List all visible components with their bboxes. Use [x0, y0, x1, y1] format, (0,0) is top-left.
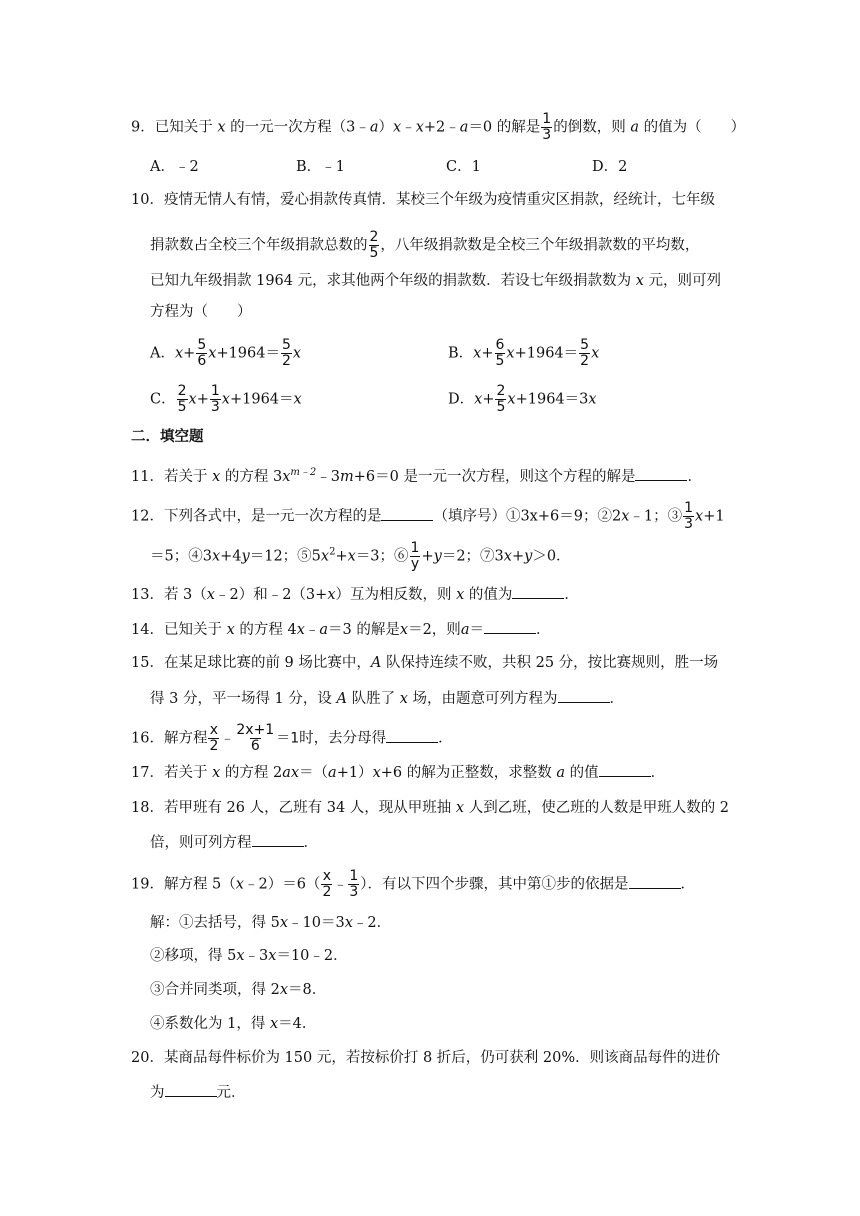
text: ＝8． — [288, 982, 327, 998]
text: + — [183, 345, 196, 362]
frac-num: 5 — [580, 337, 590, 353]
text: 队保持连续不败，共积 25 分，按比赛规则，胜一场 — [386, 655, 719, 671]
question-17 — [131, 762, 665, 784]
option-label: B． — [448, 345, 474, 362]
question-19 — [131, 869, 695, 900]
text: ﹣3 — [316, 468, 340, 485]
text: +6 的解为正整数，求整数 — [380, 765, 552, 781]
q10-option-b[interactable] — [448, 338, 599, 369]
var-x: x — [474, 391, 483, 408]
option-label: C． — [150, 391, 176, 408]
text: ． — [609, 691, 624, 707]
text: + — [196, 391, 209, 408]
text: ﹣1；③ — [629, 508, 683, 525]
var-a: a — [328, 765, 337, 781]
var-x: x — [211, 548, 221, 565]
text: 人到乙班，使乙班的人数是甲班人数的 2 — [468, 800, 730, 816]
fraction-5-2 — [579, 338, 590, 369]
question-18-line2 — [150, 832, 318, 854]
var-x: x — [456, 587, 465, 603]
answer-blank[interactable] — [165, 1082, 217, 1097]
question-number: 10． — [131, 192, 164, 208]
text: ＝3；⑥ — [355, 548, 409, 565]
var-x: x — [621, 508, 630, 525]
frac-num: 1 — [210, 383, 220, 399]
text: +1964＝ — [229, 391, 294, 408]
text: 已知关于 — [163, 622, 222, 638]
var-x: x — [506, 345, 515, 362]
var-a: a — [459, 119, 469, 136]
text: ． — [564, 587, 579, 603]
frac-num: 2 — [496, 383, 506, 399]
frac-num: 1 — [684, 500, 694, 516]
var-x: x — [347, 548, 356, 565]
text: ＝ — [469, 622, 484, 638]
text: ． — [680, 876, 696, 893]
text: ＝12；⑤5 — [249, 548, 321, 565]
fraction-x-2 — [321, 869, 332, 900]
question-number: 13． — [131, 587, 164, 603]
var-x: x — [473, 345, 482, 362]
frac-den: 6 — [197, 353, 207, 369]
frac-den: y — [410, 556, 420, 572]
question-number: 11． — [131, 468, 164, 485]
answer-blank[interactable] — [252, 832, 304, 847]
text: +2﹣ — [423, 119, 460, 136]
var-x: x — [235, 876, 244, 893]
frac-num: 1 — [410, 540, 420, 556]
var-x: x — [212, 468, 221, 485]
text: 已知九年级捐款 1964 元，求其他两个年级的捐款数．若设七年级捐款数为 — [150, 273, 632, 289]
question-20-line2 — [150, 1082, 246, 1104]
text: 捐款数占全校三个年级捐款总数的 — [150, 237, 368, 254]
var-a: a — [460, 622, 470, 638]
frac-num: 2 — [177, 383, 187, 399]
frac-den: 2 — [580, 353, 590, 369]
q10-option-a[interactable] — [150, 338, 301, 369]
var-ax: ax — [282, 765, 300, 781]
fraction-2-5 — [177, 384, 188, 415]
question-number: 18． — [131, 800, 164, 816]
var-y: y — [524, 548, 533, 565]
section-heading: 二．填空题 — [131, 429, 204, 445]
fraction-5-6 — [196, 338, 207, 369]
text: ． — [303, 835, 318, 851]
text: 疫情无情人有情，爱心捐款传真情．某校三个年级为疫情重灾区捐款，经统计，七年级 — [163, 192, 715, 208]
text: ，八年级捐款数是全校三个年级捐款数的平均数， — [380, 237, 700, 254]
answer-blank[interactable] — [629, 874, 681, 889]
q10-option-c[interactable] — [150, 384, 302, 415]
text: 队胜了 — [351, 691, 396, 707]
text: +4 — [220, 548, 242, 565]
q9-option-b[interactable]: B．﹣1 — [296, 159, 345, 175]
question-11 — [131, 462, 702, 488]
question-number: 16． — [131, 730, 164, 747]
text: ＝4． — [278, 1016, 317, 1032]
question-18-line1 — [131, 797, 729, 819]
question-14 — [131, 619, 550, 641]
text: ． — [650, 765, 666, 781]
question-16 — [131, 723, 453, 754]
question-9 — [131, 112, 745, 143]
text: +1964＝ — [514, 345, 579, 362]
fraction-2-5 — [369, 230, 380, 261]
question-13 — [131, 584, 579, 606]
var-a: a — [630, 119, 639, 136]
text: ③合并同类项，得 2 — [150, 982, 280, 998]
var-x: x — [236, 948, 245, 964]
text: ﹣ — [401, 119, 416, 136]
text: +1964＝ — [216, 345, 280, 362]
var-x: x — [507, 391, 516, 408]
fraction-5-2 — [281, 338, 292, 369]
frac-num: 2x+1 — [236, 722, 275, 738]
frac-num: 1 — [349, 868, 359, 884]
text: 的方程 4 — [239, 622, 297, 638]
q9-option-c[interactable]: C．1 — [446, 159, 481, 175]
text: ＝（ — [299, 765, 329, 781]
exponent: m﹣2 — [290, 467, 317, 478]
frac-den: 3 — [349, 884, 359, 900]
var-x: x — [174, 345, 184, 362]
var-x: x — [212, 765, 221, 781]
answer-blank[interactable] — [635, 466, 687, 481]
question-number: 19． — [131, 876, 164, 893]
text: +1） — [336, 765, 373, 781]
text: ＞0． — [532, 548, 571, 565]
var-y: y — [241, 548, 250, 565]
text: ﹣3 — [244, 948, 269, 964]
var-a: a — [556, 765, 565, 781]
question-10-line3 — [150, 270, 721, 292]
text: ﹣ — [220, 730, 235, 747]
var-x: x — [208, 345, 217, 362]
var-x: x — [268, 948, 277, 964]
frac-den: 2 — [209, 738, 219, 754]
fraction-1-3 — [348, 869, 359, 900]
var-x: x — [282, 468, 291, 485]
frac-num: x — [209, 722, 219, 738]
var-y: y — [433, 548, 442, 565]
text: 的方程 2 — [224, 765, 283, 781]
frac-den: 6 — [250, 738, 260, 754]
fraction-6-5 — [495, 338, 506, 369]
question-12-line1 — [131, 501, 725, 532]
text: + — [481, 345, 494, 362]
q10-option-d[interactable] — [448, 384, 597, 415]
text: ﹣10＝3 — [288, 915, 345, 931]
text: 元． — [216, 1085, 246, 1101]
q19-step-4 — [150, 1013, 316, 1035]
fraction-2x1-6 — [235, 723, 275, 754]
frac-den: 5 — [177, 399, 187, 415]
fraction-x-2 — [208, 723, 219, 754]
text: ） — [378, 119, 394, 136]
fraction-1-y — [410, 541, 421, 572]
question-20-line1 — [131, 1047, 720, 1069]
var-x: x — [344, 915, 353, 931]
text: +1 — [703, 508, 725, 525]
question-15-line2 — [150, 688, 624, 710]
var-x: x — [635, 273, 644, 289]
option-label: A． — [150, 345, 175, 362]
text: 时，去分母得 — [299, 730, 387, 747]
answer-blank[interactable] — [599, 762, 651, 777]
var-x: x — [221, 391, 230, 408]
question-number: 14． — [131, 622, 164, 638]
var-A: A — [336, 691, 347, 707]
frac-den: 3 — [210, 399, 220, 415]
text: 解方程 — [163, 730, 208, 747]
text: ． — [438, 730, 453, 747]
var-x: x — [226, 622, 235, 638]
frac-num: x — [322, 868, 332, 884]
text: 为 — [150, 1085, 165, 1101]
var-x: x — [399, 691, 408, 707]
q19-step-3 — [150, 979, 326, 1001]
text: ﹣ — [304, 622, 320, 638]
text: ）互为相反数，则 — [335, 587, 452, 603]
text: ＝10﹣2． — [276, 948, 348, 964]
var-x: x — [279, 982, 289, 998]
question-15-line1 — [131, 652, 718, 674]
option-label: D． — [448, 391, 475, 408]
text: 的值 — [569, 765, 599, 781]
frac-num: 5 — [282, 337, 291, 353]
text: 若甲班有 26 人，乙班有 34 人，现从甲班抽 — [163, 800, 452, 816]
answer-blank[interactable] — [381, 506, 433, 521]
var-x: x — [695, 508, 704, 525]
text: 倍，则可列方程 — [150, 835, 252, 851]
answer-blank[interactable] — [386, 728, 438, 743]
q9-option-a[interactable]: A．﹣2 — [150, 159, 199, 175]
var-a: a — [319, 622, 329, 638]
text: 若关于 — [163, 765, 208, 781]
text: ＝5；④3 — [150, 548, 212, 565]
exponent: 2 — [329, 546, 336, 558]
text: 场，由题意可列方程为 — [412, 691, 558, 707]
frac-den: 2 — [322, 884, 332, 900]
frac-den: 5 — [369, 245, 379, 261]
text: + — [511, 548, 525, 565]
q9-option-d[interactable]: D．2 — [592, 159, 628, 175]
text: 解方程 5（ — [163, 876, 236, 893]
frac-den: 3 — [684, 516, 694, 532]
text: +6＝0 是一元一次方程，则这个方程的解是 — [353, 468, 636, 485]
text: ＝0 的解是 — [468, 119, 541, 136]
var-x: x — [279, 915, 289, 931]
text: 的值为 — [468, 587, 513, 603]
text: 的倒数，则 — [553, 119, 626, 136]
question-number: 12． — [131, 508, 164, 525]
question-10-line4: 方程为（ ） — [150, 304, 252, 320]
text: ﹣2）＝6（ — [243, 876, 321, 893]
q19-step-1 — [150, 912, 391, 934]
var-A: A — [370, 655, 382, 671]
text: 的一元一次方程（3﹣ — [230, 119, 370, 136]
frac-den: 2 — [282, 353, 291, 369]
text: ＝2；⑦3 — [441, 548, 504, 565]
text: 在某足球比赛的前 9 场比赛中， — [163, 655, 371, 671]
text: ． — [535, 622, 551, 638]
var-x: x — [415, 119, 424, 136]
var-x: x — [217, 119, 226, 136]
question-10-line2 — [150, 230, 699, 261]
question-number: 9． — [131, 119, 155, 136]
answer-blank[interactable] — [484, 619, 536, 634]
question-number: 20． — [131, 1050, 164, 1066]
text: + — [335, 548, 348, 565]
text: ﹣2）和﹣2（3+ — [214, 587, 328, 603]
answer-blank[interactable] — [512, 584, 564, 599]
answer-blank[interactable] — [558, 688, 610, 703]
var-x: x — [455, 800, 465, 816]
frac-den: 5 — [495, 353, 505, 369]
text: 某商品每件标价为 150 元，若按标价打 8 折后，仍可获利 20%．则该商品每件的进价 — [163, 1050, 721, 1066]
frac-num: 5 — [197, 337, 207, 353]
var-x: x — [206, 587, 215, 603]
text: 已知关于 — [154, 119, 213, 136]
text: 的方程 3 — [224, 468, 283, 485]
text: 若关于 — [163, 468, 208, 485]
frac-num: 2 — [369, 229, 379, 245]
text: ﹣ — [333, 876, 348, 893]
text: 得 3 分，平一场得 1 分，设 — [150, 691, 332, 707]
text: 解：①去括号，得 5 — [150, 915, 280, 931]
text: ﹣2． — [352, 915, 392, 931]
text: 若 3（ — [163, 587, 207, 603]
question-10-line1 — [131, 189, 715, 211]
var-x: x — [296, 622, 305, 638]
frac-num: 6 — [495, 337, 505, 353]
frac-num: 1 — [542, 111, 552, 127]
text: + — [421, 548, 434, 565]
var-x: x — [503, 548, 512, 565]
frac-den: 3 — [542, 127, 552, 143]
var-x: x — [393, 119, 402, 136]
var-a: a — [369, 119, 379, 136]
text: ． — [687, 468, 702, 485]
text: 下列各式中，是一元一次方程的是 — [163, 508, 382, 525]
question-number: 15． — [131, 655, 164, 671]
fraction-1-3 — [210, 384, 221, 415]
frac-den: 5 — [496, 399, 506, 415]
var-x: x — [188, 391, 197, 408]
var-x: x — [399, 622, 409, 638]
var-x: x — [588, 391, 597, 408]
text: ④系数化为 1，得 — [150, 1016, 266, 1032]
var-x: x — [269, 1016, 279, 1032]
text: 的值为（ ） — [643, 119, 746, 136]
text: ＝1 — [276, 730, 300, 747]
text: + — [482, 391, 495, 408]
fraction-1-3 — [683, 501, 694, 532]
question-12-line2 — [150, 541, 571, 572]
text: ②移项，得 5 — [150, 948, 237, 964]
q19-step-2 — [150, 945, 348, 967]
text: ）．有以下四个步骤，其中第①步的依据是 — [360, 876, 629, 893]
var-x: x — [293, 391, 302, 408]
var-x: x — [327, 587, 336, 603]
question-number: 17． — [131, 765, 164, 781]
text: （填序号）①3x+6＝9；②2 — [433, 508, 622, 525]
var-m: m — [339, 468, 354, 485]
var-x: x — [591, 345, 600, 362]
var-x: x — [372, 765, 381, 781]
var-x: x — [292, 345, 302, 362]
text: ＝3 的解是 — [328, 622, 400, 638]
text: 元，则可列 — [648, 273, 722, 289]
fraction-1-3 — [541, 112, 552, 143]
text: ＝2，则 — [408, 622, 461, 638]
text: +1964＝3 — [515, 391, 589, 408]
var-x: x — [320, 548, 330, 565]
fraction-2-5 — [495, 384, 506, 415]
